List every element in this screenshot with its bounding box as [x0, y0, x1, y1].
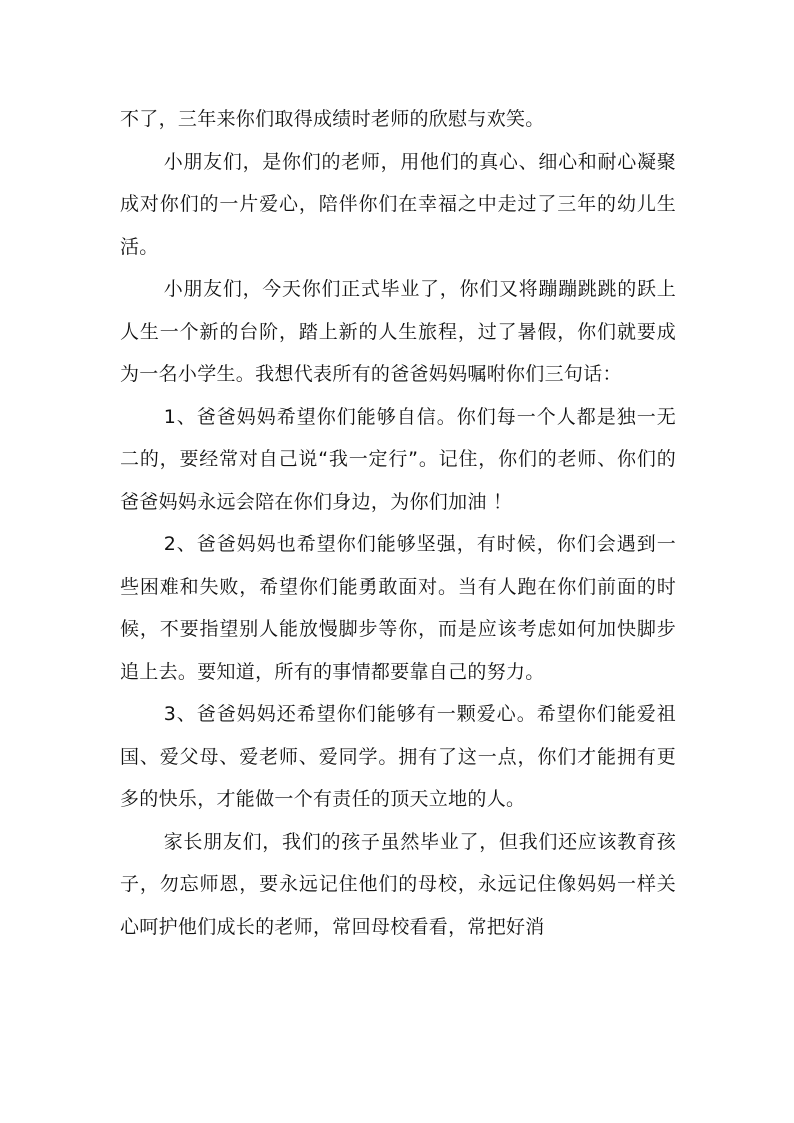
- paragraph-point-1-confidence: 1、爸爸妈妈希望你们能够自信。你们每一个人都是独一无二的，要经常对自己说“我一定行”。记住，你们的老师、你们的爸爸妈妈永远会陪在你们身边，为你们加油 ！: [120, 405, 676, 513]
- paragraph-point-2-strength: 2、爸爸妈妈也希望你们能够坚强，有时候，你们会遇到一些困难和失败，希望你们能勇敢面对。当有人跑在你们前面的时候，不要指望别人能放慢脚步等你，而是应该考虑如何加快脚步追上去。要知道，所有的事情都要靠自己的努力。: [120, 533, 676, 683]
- paragraph-graduation: 小朋友们，今天你们正式毕业了，你们又将蹦蹦跳跳的跃上人生一个新的台阶，踏上新的人生旅程，过了暑假，你们就要成为一名小学生。我想代表所有的爸爸妈妈嘱咐你们三句话：: [120, 278, 676, 385]
- paragraph-parents: 家长朋友们，我们的孩子虽然毕业了，但我们还应该教育孩子，勿忘师恩，要永远记住他们的母校，永远记住像妈妈一样关心呵护他们成长的老师，常回母校看看，常把好消: [120, 830, 676, 938]
- paragraph-continued: 不了，三年来你们取得成绩时老师的欣慰与欢笑。: [120, 108, 545, 130]
- paragraph-point-3-love: 3、爸爸妈妈还希望你们能够有一颗爱心。希望你们能爱祖国、爱父母、爱老师、爱同学。拥有了这一点，你们才能拥有更多的快乐，才能做一个有责任的顶天立地的人。: [120, 703, 676, 810]
- paragraph-teachers-love: 小朋友们，是你们的老师，用他们的真心、细心和耐心凝聚成对你们的一片爱心，陪伴你们在幸福之中走过了三年的幼儿生活。: [120, 150, 676, 258]
- body-text: [120, 98, 676, 948]
